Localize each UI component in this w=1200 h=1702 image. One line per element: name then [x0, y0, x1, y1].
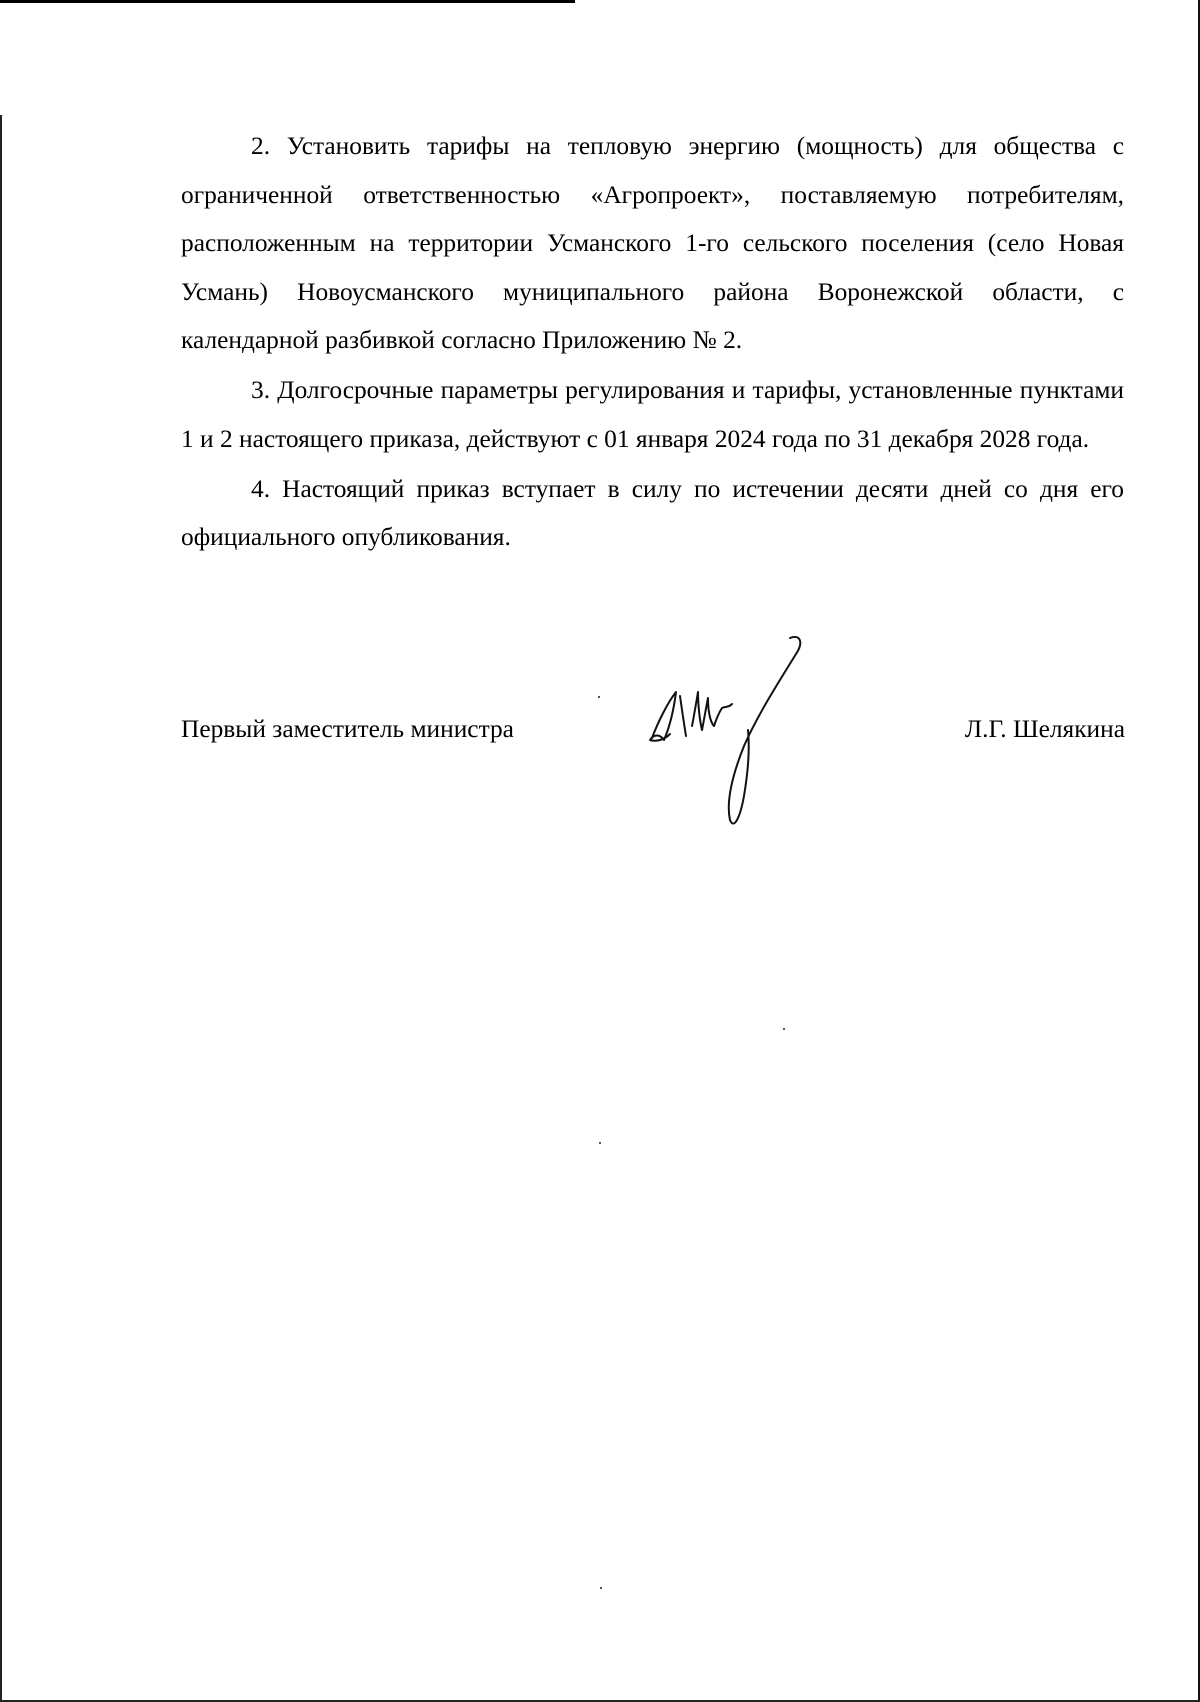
signer-position-title: Первый заместитель министра — [181, 715, 514, 743]
document-body — [181, 122, 1124, 563]
paragraph-item-4: 4. Настоящий приказ вступает в силу по истечении десяти дней со дня его официального опубликования. — [181, 474, 1124, 551]
paragraph-item-3: 3. Долгосрочные параметры регулирования и тарифы, установленные пунктами 1 и 2 настоящего приказа, действуют с 01 января 2024 года по 31 декабря 2028 года. — [181, 376, 1124, 453]
scan-speck — [783, 1028, 785, 1030]
paragraph-item-2: 2. Установить тарифы на тепловую энергию (мощность) для общества с ограниченной ответственностью «Агропроект», поставляемую потребителям, расположенным на территории Усманского 1-го сельского поселения (село Новая Усмань) Новоусманского муниципального района Воронежской области, с календарной разбивкой согласно Приложению № 2. — [181, 132, 1124, 354]
handwritten-signature — [640, 630, 820, 830]
signer-name: Л.Г. Шелякина — [964, 715, 1125, 743]
scan-left-border — [0, 115, 2, 1702]
scan-speck — [599, 1142, 601, 1144]
scan-speck — [600, 1587, 602, 1589]
scan-speck — [598, 696, 600, 698]
scan-top-border — [0, 0, 575, 3]
